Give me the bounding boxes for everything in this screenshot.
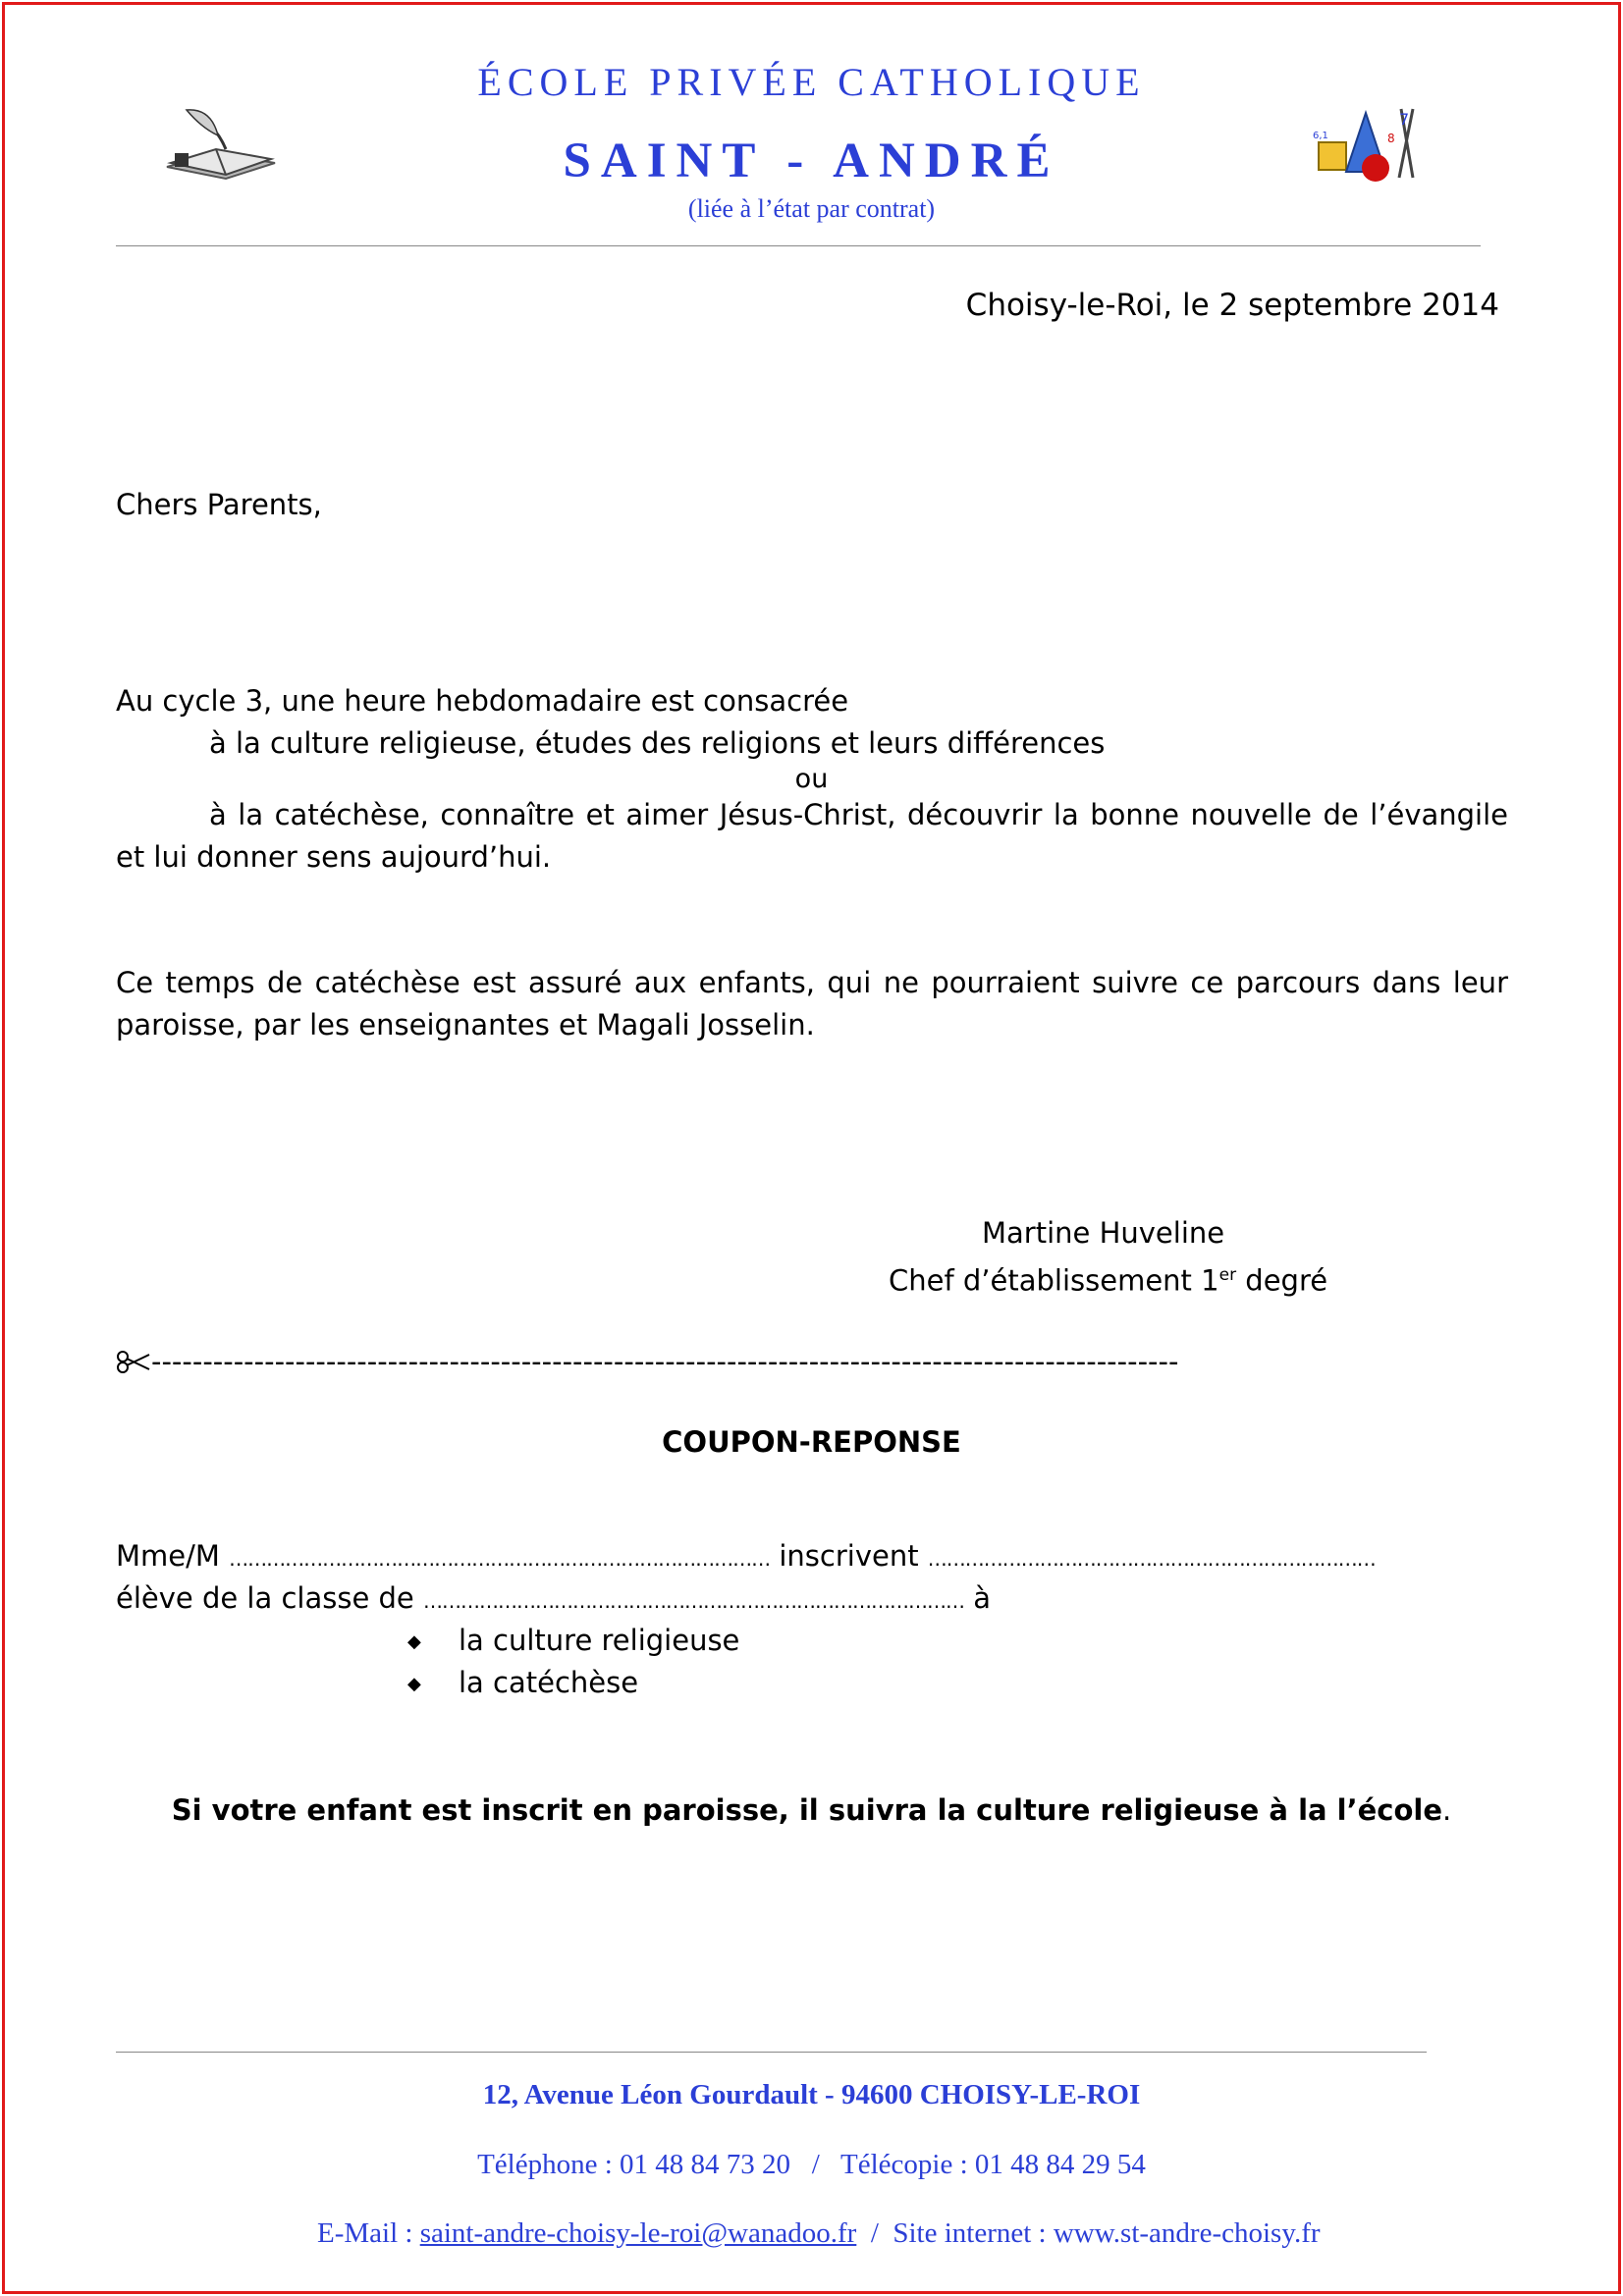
coupon-note xyxy=(0,1789,1623,1832)
svg-text:6,1: 6,1 xyxy=(1313,131,1328,141)
email-link[interactable]: saint-andre-choisy-le-roi@wanadoo.fr xyxy=(419,2217,857,2249)
footer-divider xyxy=(116,2052,1427,2053)
diamond-bullet-icon: ◆ xyxy=(407,1674,421,1694)
paragraph-1-line-1: Au cycle 3, une heure hebdomadaire est consacrée xyxy=(116,684,849,718)
signature-title-end: degré xyxy=(1236,1263,1328,1298)
cut-line xyxy=(116,1341,1510,1385)
diamond-bullet-icon: ◆ xyxy=(407,1631,421,1652)
coupon-name-field[interactable]: …………………………………………………………………………… xyxy=(229,1547,771,1571)
svg-text:7: 7 xyxy=(1399,110,1410,129)
email-label: E-Mail : xyxy=(316,2217,420,2249)
coupon-name-label: Mme/M xyxy=(116,1539,220,1573)
coupon-option-2[interactable] xyxy=(407,1662,638,1705)
coupon-option-1[interactable] xyxy=(407,1620,739,1663)
scissors-icon xyxy=(116,1343,151,1385)
signature-title-text: Chef d’établissement 1 xyxy=(889,1263,1219,1298)
paragraph-1-ou: ou xyxy=(794,764,829,794)
school-subtitle: (liée à l’état par contrat) xyxy=(687,194,936,223)
coupon-line-1 xyxy=(116,1535,1376,1580)
cut-dashes: ---------------------------------------------------------------------------------------------------- xyxy=(151,1345,1179,1378)
coupon-title: COUPON-REPONSE xyxy=(662,1425,961,1459)
coupon-class-field[interactable]: …………………………………………………………………………… xyxy=(423,1589,964,1613)
school-name-line1: ÉCOLE PRIVÉE CATHOLIQUE xyxy=(477,60,1146,104)
signature-title-sup: er xyxy=(1218,1265,1237,1285)
option-culture-label: la culture religieuse xyxy=(459,1624,740,1657)
coupon-note-period: . xyxy=(1442,1793,1452,1827)
greeting: Chers Parents, xyxy=(116,488,322,521)
coupon-child-field[interactable]: ……………………………………………………………… xyxy=(927,1547,1376,1571)
page-border xyxy=(2,2,1621,2294)
coupon-class-label: élève de la classe de xyxy=(116,1581,414,1615)
option-catechese-label: la catéchèse xyxy=(459,1666,639,1699)
letter-date: Choisy-le-Roi, le 2 septembre 2014 xyxy=(965,288,1499,323)
paragraph-1-line-2: à la culture religieuse, études des religions et leurs différences xyxy=(209,726,1106,760)
coupon-line-2 xyxy=(116,1577,991,1623)
paragraph-1-line-3: à la catéchèse, connaître et aimer Jésus-Christ, découvrir la bonne nouvelle de l’évangile et lui donner sens aujourd’hui. xyxy=(116,798,1508,874)
header-divider xyxy=(116,245,1481,246)
coupon-enroll-label: inscrivent xyxy=(779,1539,919,1573)
paragraph-2: Ce temps de catéchèse est assuré aux enfants, qui ne pourraient suivre ce parcours dans leur paroisse, par les enseignantes et Magali Josselin. xyxy=(116,966,1508,1041)
footer-address: 12, Avenue Léon Gourdault - 94600 CHOISY-LE-ROI xyxy=(482,2079,1141,2110)
signature-title xyxy=(889,1255,1327,1303)
svg-text:8: 8 xyxy=(1387,132,1395,145)
school-name-line2: SAINT - ANDRÉ xyxy=(563,133,1060,188)
website-text: / Site internet : www.st-andre-choisy.fr xyxy=(856,2217,1321,2249)
footer-contact xyxy=(0,2185,1623,2250)
signature-name: Martine Huveline xyxy=(982,1216,1225,1250)
footer-phone: Téléphone : 01 48 84 73 20 / Télécopie : 01 48 84 29 54 xyxy=(477,2149,1146,2180)
coupon-to-label: à xyxy=(973,1581,991,1615)
coupon-note-text: Si votre enfant est inscrit en paroisse, il suivra la culture religieuse à la l’école xyxy=(171,1793,1443,1827)
